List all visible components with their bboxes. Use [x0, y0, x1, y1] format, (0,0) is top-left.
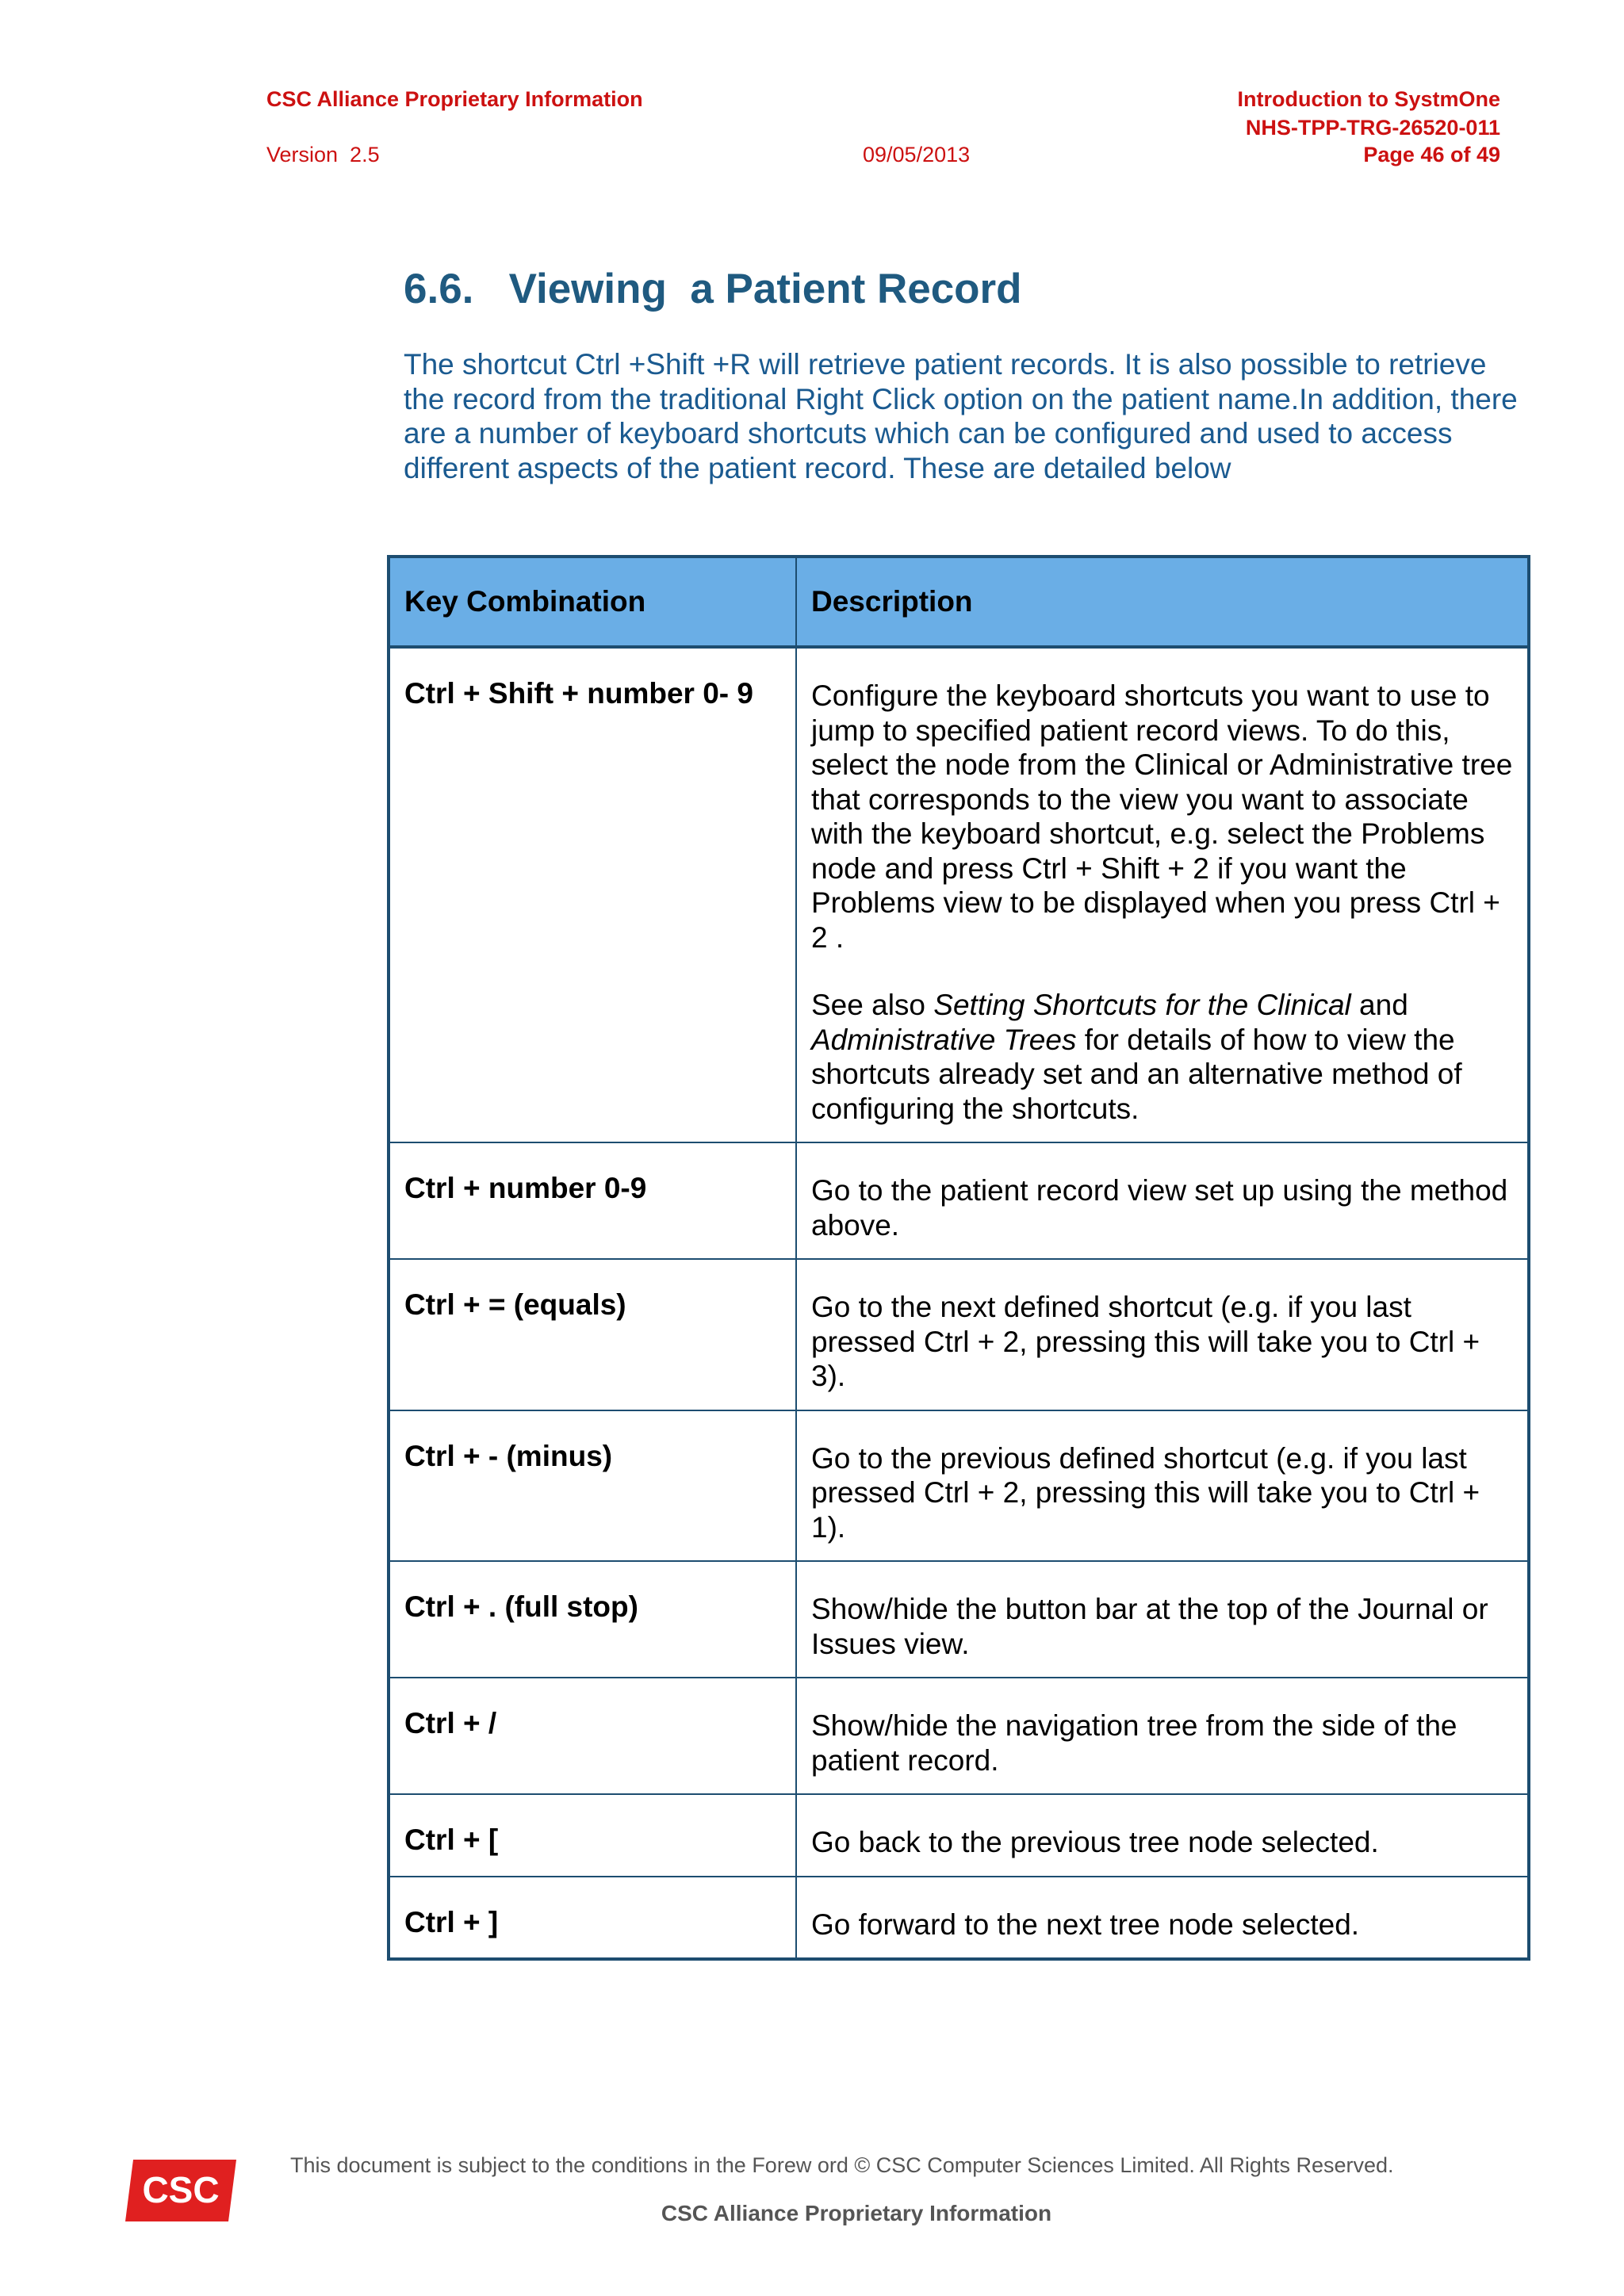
table-row [389, 1794, 1529, 1877]
description-cell: Show/hide the navigation tree from the side of the patient record. [796, 1678, 1529, 1794]
see-also-prefix: See also [811, 989, 934, 1021]
key-cell: Ctrl + - (minus) [389, 1410, 796, 1562]
table-row [389, 1142, 1529, 1259]
description-cell: Go back to the previous tree node selected. [796, 1794, 1529, 1877]
table-row [389, 1877, 1529, 1960]
table-header-row [389, 557, 1529, 647]
key-cell: Ctrl + . (full stop) [389, 1561, 796, 1678]
key-cell: Ctrl + Shift + number 0- 9 [389, 647, 796, 1142]
key-cell: Ctrl + [ [389, 1794, 796, 1877]
header-page-number: Page 46 of 49 [1363, 143, 1500, 166]
see-also-link-clinical: Setting Shortcuts for the Clinical [933, 989, 1351, 1021]
see-also-link-admin: Administrative Trees [811, 1023, 1077, 1056]
description-cell: Go to the patient record view set up using the method above. [796, 1142, 1529, 1259]
key-cell: Ctrl + = (equals) [389, 1259, 796, 1410]
footer-proprietary-label: CSC Alliance Proprietary Information [661, 2201, 1052, 2225]
description-text: Configure the keyboard shortcuts you want to use to jump to specified patient record views. To do this, select the node from the Clinical or Administrative tree that corresponds to the view you want to associate with the keyboard shortcut, e.g. select the Problems node and press Ctrl + Shift + 2 if you want the Problems view to be displayed when you press Ctrl + 2 . [811, 679, 1513, 954]
header-date: 09/05/2013 [863, 143, 971, 166]
see-also-text [811, 988, 1513, 1126]
description-cell: Go to the previous defined shortcut (e.g. if you last pressed Ctrl + 2, pressing this will take you to Ctrl + 1). [796, 1410, 1529, 1562]
table-row [389, 647, 1529, 1142]
header-document-id: NHS-TPP-TRG-26520-011 [1245, 116, 1500, 140]
description-cell: Go to the next defined shortcut (e.g. if you last pressed Ctrl + 2, pressing this will take you to Ctrl + 3). [796, 1259, 1529, 1410]
logo-text: CSC [142, 2169, 220, 2210]
table-row [389, 1561, 1529, 1678]
table-row [389, 1678, 1529, 1794]
header-proprietary-label: CSC Alliance Proprietary Information [266, 87, 643, 111]
table-row [389, 1259, 1529, 1410]
key-cell: Ctrl + number 0-9 [389, 1142, 796, 1259]
key-cell: Ctrl + ] [389, 1877, 796, 1960]
see-also-and: and [1350, 989, 1408, 1021]
key-cell: Ctrl + / [389, 1678, 796, 1794]
see-also-suffix: for details of how to view the shortcuts already set and an alternative method of configuring the shortcuts. [811, 1023, 1462, 1125]
description-cell: Show/hide the button bar at the top of the Journal or Issues view. [796, 1561, 1529, 1678]
table-row [389, 1410, 1529, 1562]
header-document-title: Introduction to SystmOne [1237, 87, 1500, 111]
description-cell [796, 647, 1529, 1142]
header-version: Version 2.5 [266, 143, 380, 166]
shortcut-table [387, 555, 1530, 1961]
footer-notice: This document is subject to the conditions in the Forew ord © CSC Computer Sciences Limited. All Rights Reserved. [290, 2153, 1394, 2177]
description-cell: Go forward to the next tree node selected. [796, 1877, 1529, 1960]
column-header-key: Key Combination [389, 557, 796, 647]
column-header-description: Description [796, 557, 1529, 647]
intro-paragraph: The shortcut Ctrl +Shift +R will retrieve patient records. It is also possible to retrieve the record from the traditional Right Click option on the patient name.In addition, there are a number of keyboard shortcuts which can be configured and used to access different aspects of the patient record. These are detailed below [404, 348, 1518, 484]
section-heading: 6.6. Viewing a Patient Record [404, 266, 1022, 312]
